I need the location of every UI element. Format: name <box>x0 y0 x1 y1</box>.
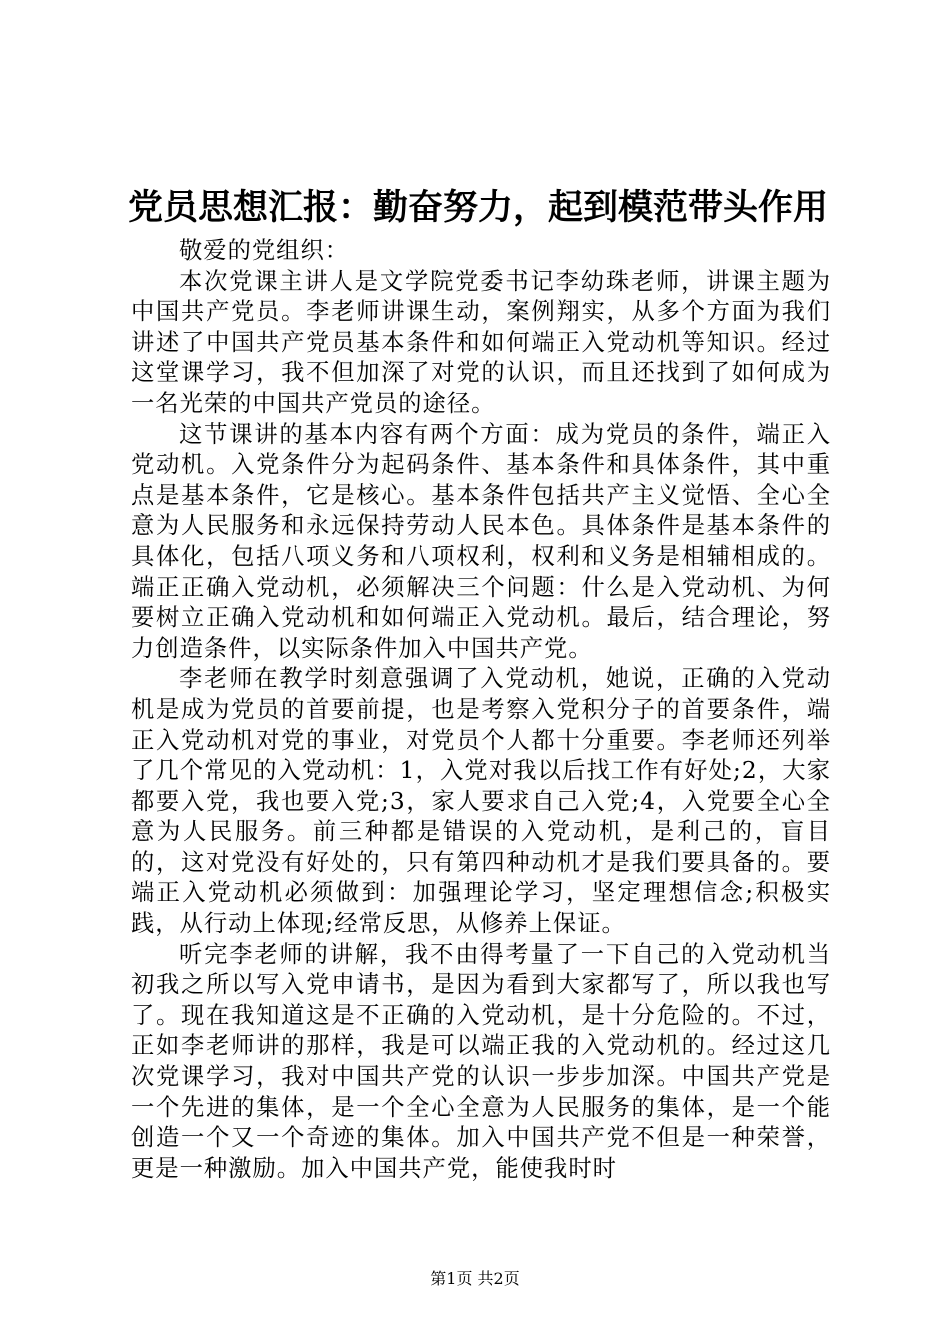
paragraph-4: 听完李老师的讲解，我不由得考量了一下自己的入党动机当初我之所以写入党申请书，是因为看到大家都写了，所以我也写了。现在我知道这是不正确的入党动机，是十分危险的。不过，正如李老师讲的那样，我是可以端正我的入党动机的。经过这几次党课学习，我对中国共产党的认识一步步加深。中国共产党是一个先进的集体，是一个全心全意为人民服务的集体，是一个能创造一个又一个奇迹的集体。加入中国共产党不但是一种荣誉，更是一种激励。加入中国共产党，能使我时时 <box>131 940 831 1182</box>
document-body <box>131 236 831 1184</box>
page-footer: 第1页 共2页 <box>430 1269 520 1288</box>
paragraph-2: 这节课讲的基本内容有两个方面：成为党员的条件，端正入党动机。入党条件分为起码条件、基本条件和具体条件，其中重点是基本条件，它是核心。基本条件包括共产主义觉悟、全心全意为人民服务和永远保持劳动人民本色。具体条件是基本条件的具体化，包括八项义务和八项权利，权利和义务是相辅相成的。端正正确入党动机，必须解决三个问题：什么是入党动机、为何要树立正确入党动机和如何端正入党动机。最后，结合理论，努力创造条件，以实际条件加入中国共产党。 <box>131 420 831 662</box>
paragraph-1: 本次党课主讲人是文学院党委书记李幼珠老师，讲课主题为中国共产党员。李老师讲课生动，案例翔实，从多个方面为我们讲述了中国共产党员基本条件和如何端正入党动机等知识。经过这堂课学习，我不但加深了对党的认识，而且还找到了如何成为一名光荣的中国共产党员的途径。 <box>131 267 831 417</box>
salutation: 敬爱的党组织： <box>179 237 350 264</box>
paragraph-3: 李老师在教学时刻意强调了入党动机，她说，正确的入党动机是成为党员的首要前提，也是考察入党积分子的首要条件，端正入党动机对党的事业，对党员个人都十分重要。李老师还列举了几个常见的入党动机：1，入党对我以后找工作有好处;2，大家都要入党，我也要入党;3，家人要求自己入党;4，入党要全心全意为人民服务。前三种都是错误的入党动机，是利己的，盲目的，这对党没有好处的，只有第四种动机才是我们要具备的。要端正入党动机必须做到：加强理论学习，坚定理想信念;积极实践，从行动上体现;经常反思，从修养上保证。 <box>131 665 831 938</box>
document-title: 党员思想汇报：勤奋努力，起到模范带头作用 <box>128 188 829 228</box>
